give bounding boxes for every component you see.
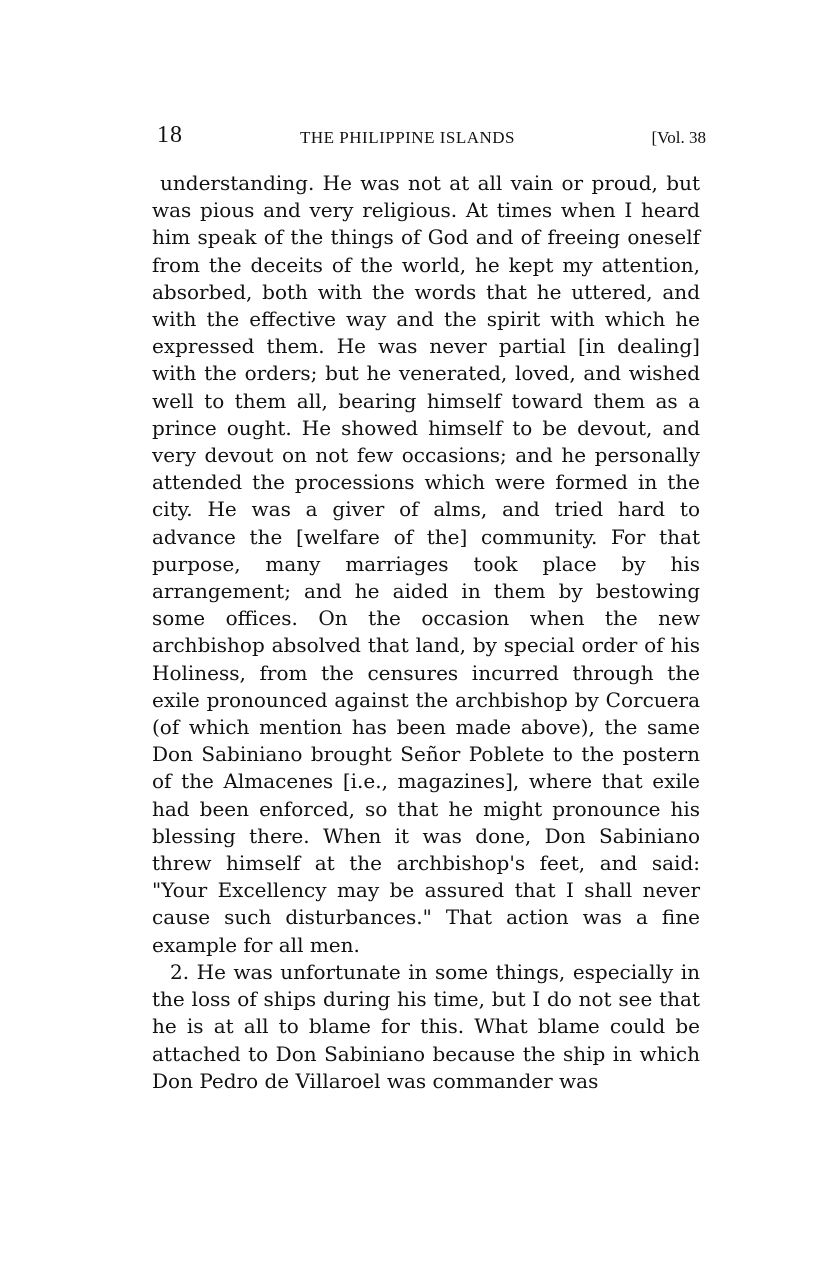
body-text	[152, 170, 700, 1095]
running-title: THE PHILIPPINE ISLANDS	[300, 128, 515, 147]
page-header	[152, 122, 712, 152]
page-number: 18	[157, 122, 183, 148]
volume-label: [Vol. 38	[651, 128, 706, 147]
paragraph-2: 2. He was unfortunate in some things, especially in the loss of ships during his time, but I do not see that he is at all to blame for this. What blame could be attached to Don Sabiniano because the ship in which Don Pedro de Villaroel was commander was	[152, 959, 700, 1093]
paragraph-1: understanding. He was not at all vain or proud, but was pious and very religious. At times when I heard him speak of the things of God and of freeing oneself from the deceits of the world, he kept my attention, absorbed, both with the words that he uttered, and with the effective way and the spirit with which he expressed them. He was never partial [in dealing] with the orders; but he venerated, loved, and wished well to them all, bearing himself toward them as a prince ought. He showed himself to be devout, and very devout on not few occasions; and he personally attended the processions which were formed in the city. He was a giver of alms, and tried hard to advance the [welfare of the] community. For that purpose, many marriages took place by his arrangement; and he aided in them by bestowing some offices. On the occasion when the new archbishop absolved that land, by special order of his Holiness, from the censures incurred through the exile pronounced against the archbishop by Corcuera (of which mention has been made above), the same Don Sabiniano brought Señor Poblete to the postern of the Almacenes [i.e., magazines], where that exile had been enforced, so that he might pronounce his blessing there. When it was done, Don Sabiniano threw himself at the archbishop's feet, and said: "Your Excellency may be assured that I shall never cause such disturbances." That action was a fine example for all men.	[152, 171, 700, 957]
